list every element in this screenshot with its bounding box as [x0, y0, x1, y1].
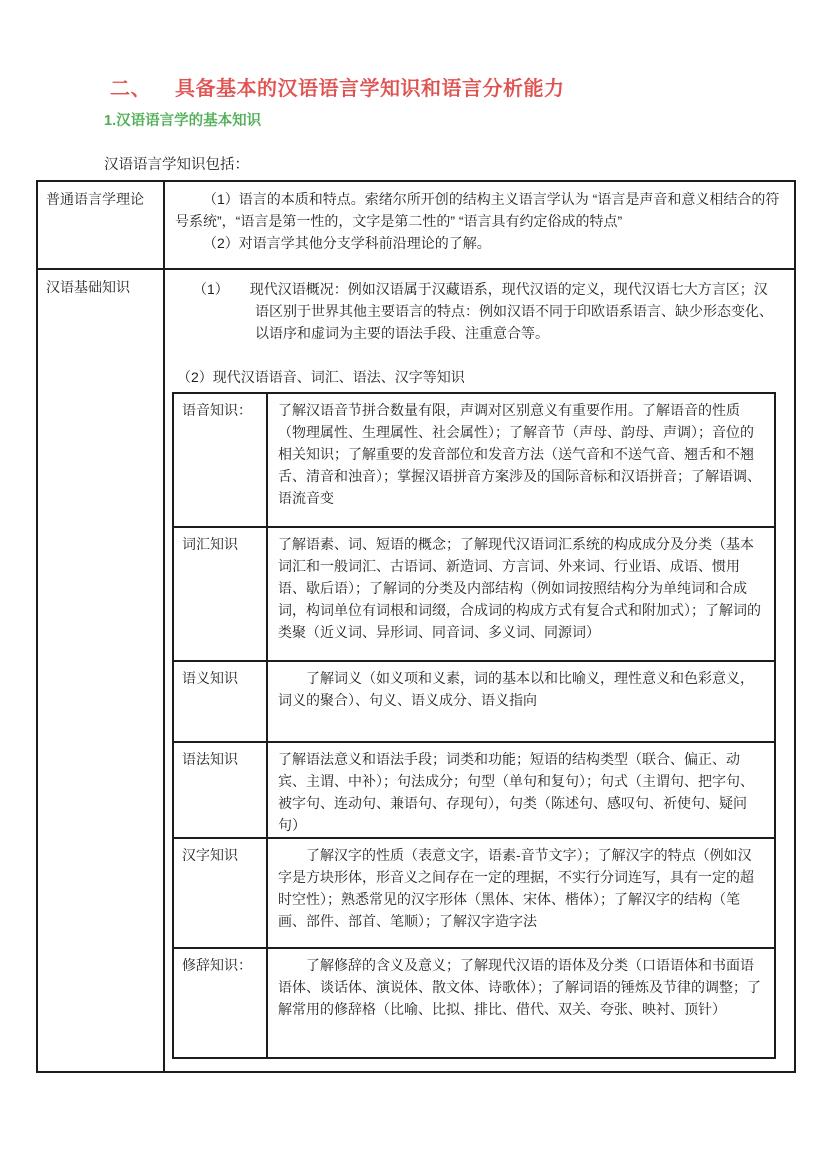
row-label-characters: 汉字知识	[174, 839, 268, 947]
row-content-semantics	[268, 662, 774, 741]
intro-text: 汉语语言学知识包括：	[104, 157, 249, 173]
subsection-heading: 1.汉语语言学的基本知识	[104, 113, 262, 129]
row-content-grammar	[268, 743, 774, 837]
table-row-general-linguistics	[38, 182, 794, 268]
vocabulary-text: 了解语素、词、短语的概念；了解现代汉语词汇系统的构成成分及分类（基本词汇和一般词汇、古语词、新造词、方言词、外来词、行业语、成语、惯用语、歇后语）；了解词的分类及内部结构（例如词按照结构分为单纯词和合成词，构词单位有词根和词缀，合成词的构成方式有复合式和附加式）；了解词的类聚（近义词、异形词、同音词、多义词、同源词）	[278, 536, 761, 640]
general-linguistics-item-2: （2）对语言学其他分支学科前沿理论的了解。	[203, 235, 491, 251]
row-label-phonetics: 语音知识：	[174, 394, 268, 526]
rhetoric-text: 了解修辞的含义及意义；了解现代汉语的语体及分类（口语语体和书面语语体、谈话体、演说体、散文体、诗歌体）；了解词语的锤炼及节律的调整；了解常用的修辞格（比喻、比拟、排比、借代、双关、夸张、映衬、顶针）	[278, 957, 761, 1017]
chinese-basics-item-2: （2）现代汉语语音、词汇、语法、汉字等知识	[177, 369, 465, 385]
row-content-vocabulary	[268, 528, 774, 660]
table-row-vocabulary	[174, 526, 774, 660]
phonetics-text: 了解汉语音节拼合数量有限，声调对区别意义有重要作用。了解语音的性质（物理属性、生理属性、社会属性）；了解音节（声母、韵母、声调）；音位的相关知识；了解重要的发音部位和发音方法（送气音和不送气音、翘舌和不翘舌、清音和浊音）；掌握汉语拼音方案涉及的国际音标和汉语拼音；了解语调、语流音变	[278, 402, 761, 506]
row-label-chinese-basics: 汉语基础知识	[38, 270, 165, 1071]
row-label-rhetoric: 修辞知识：	[174, 949, 268, 1057]
row-content-characters	[268, 839, 774, 947]
table-row-grammar	[174, 741, 774, 837]
section-title: 具备基本的汉语语言学知识和语言分析能力	[175, 78, 565, 100]
section-number: 二、	[110, 78, 151, 100]
table-row-characters	[174, 837, 774, 947]
chinese-basics-item-1: （1） 现代汉语概况：例如汉语属于汉藏语系，现代汉语的定义，现代汉语七大方言区；汉语区别于世界其他主要语言的特点：例如汉语不同于印欧语系语言、缺少形态变化、以语序和虚词为主要的语法手段、注重意合等。	[193, 281, 773, 341]
table-row-chinese-basics	[38, 268, 794, 1071]
row-label-vocabulary: 词汇知识	[174, 528, 268, 660]
row-content-rhetoric	[268, 949, 774, 1057]
table-row-semantics	[174, 660, 774, 741]
row-content-chinese-basics	[165, 270, 794, 1071]
modern-chinese-knowledge-table	[172, 392, 776, 1059]
semantics-text: 了解词义（如义项和义素，词的基本以和比喻义，理性意义和色彩意义，词义的聚合）、句义、语义成分、语义指向	[278, 670, 754, 708]
general-linguistics-item-1: （1）语言的本质和特点。索绪尔所开创的结构主义语言学认为 “语言是声音和意义相结合的符号系统”，“语言是第一性的，文字是第二性的” “语言具有约定俗成的特点”	[175, 191, 780, 229]
section-heading	[110, 72, 565, 101]
row-label-grammar: 语法知识	[174, 743, 268, 837]
row-content-general-linguistics	[165, 182, 794, 268]
characters-text: 了解汉字的性质（表意文字，语素-音节文字）；了解汉字的特点（例如汉字是方块形体，形音义之间存在一定的理据，不实行分词连写，具有一定的超时空性）；熟悉常见的汉字形体（黑体、宋体、楷体）；了解汉字的结构（笔画、部件、部首、笔顺）；了解汉字造字法	[278, 847, 754, 929]
row-label-general-linguistics: 普通语言学理论	[38, 182, 165, 268]
row-content-phonetics	[268, 394, 774, 526]
row-label-semantics: 语义知识	[174, 662, 268, 741]
table-row-rhetoric	[174, 947, 774, 1057]
knowledge-table	[36, 180, 796, 1073]
grammar-text: 了解语法意义和语法手段；词类和功能；短语的结构类型（联合、偏正、动宾、主谓、中补）；句法成分；句型（单句和复句）；句式（主谓句、把字句、被字句、连动句、兼语句、存现句），句类（陈述句、感叹句、祈使句、疑问句）	[278, 751, 754, 833]
table-row-phonetics	[174, 394, 774, 526]
